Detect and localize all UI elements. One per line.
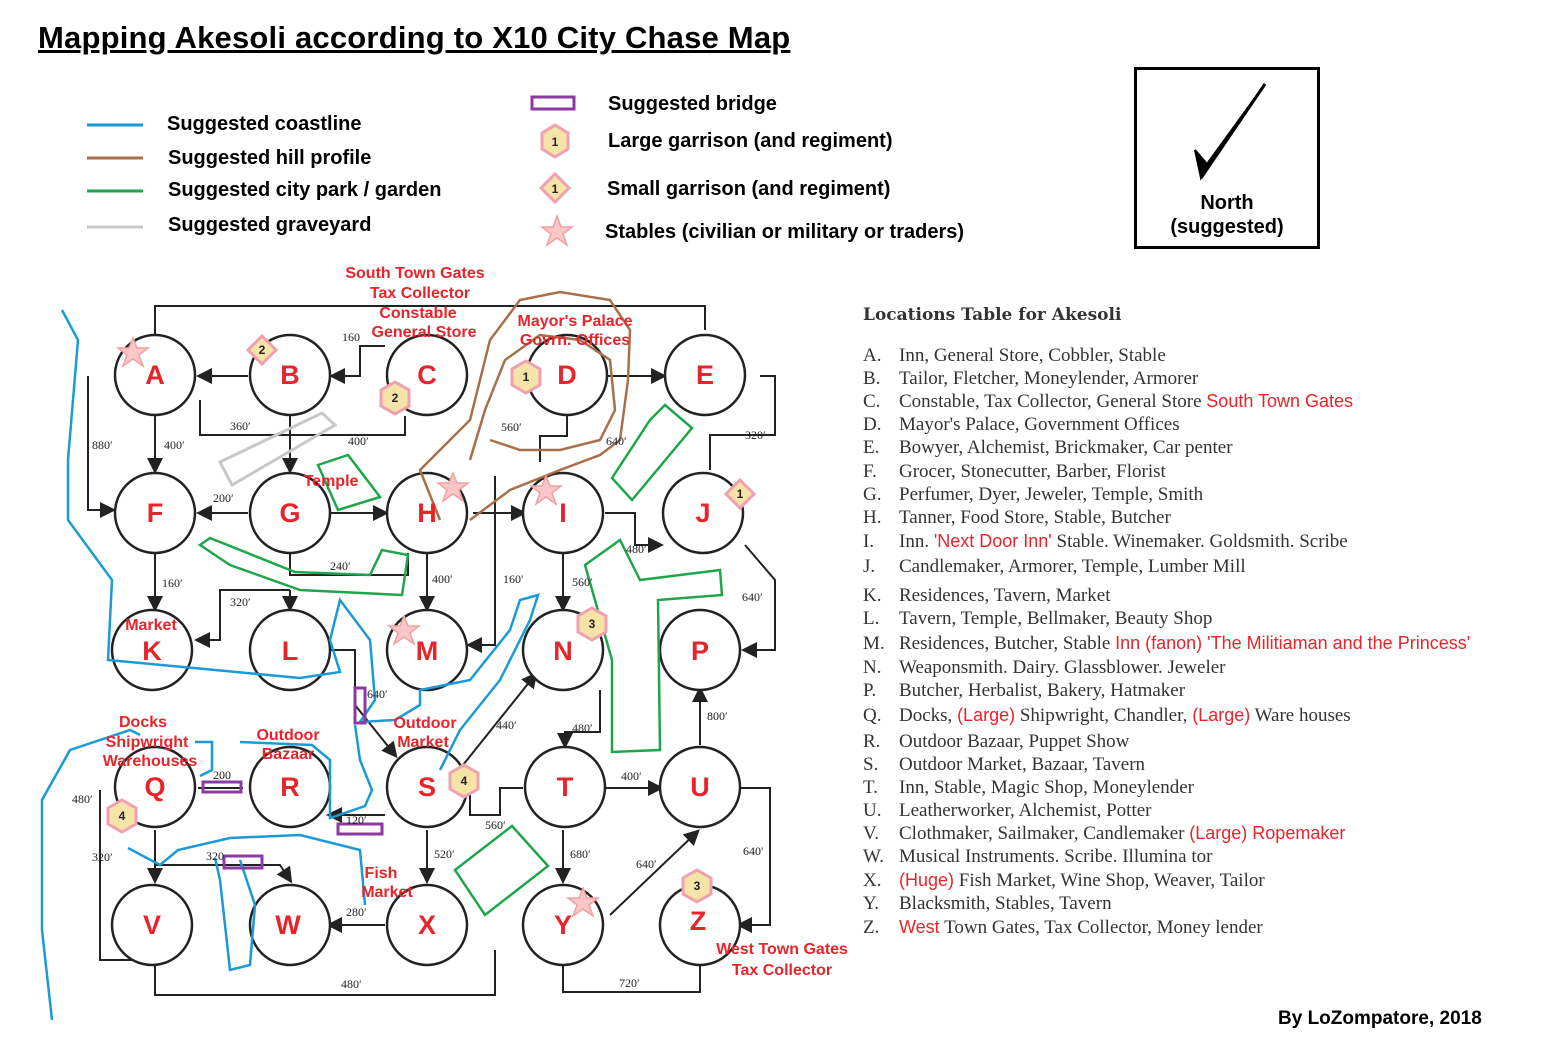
location-row — [863, 484, 1203, 506]
node-e-label: E — [695, 360, 715, 390]
location-key: J. — [863, 556, 876, 577]
market-label: Market — [125, 617, 177, 634]
west-gates-label: West Town Gates — [716, 941, 848, 958]
legend-large-garrison-icon — [542, 125, 568, 157]
location-row — [863, 893, 1112, 915]
location-row — [863, 507, 1171, 529]
location-text: Inn, Stable, Magic Shop, Moneylender — [899, 777, 1194, 798]
svg-text:160′: 160′ — [503, 572, 524, 586]
node-m-label: M — [415, 636, 439, 666]
legend-bridge-label: Suggested bridge — [608, 93, 777, 115]
svg-text:400′: 400′ — [164, 438, 185, 452]
node-w-label: W — [275, 910, 301, 940]
svg-text:400′: 400′ — [348, 434, 369, 448]
north-sublabel: (suggested) — [1170, 216, 1284, 238]
location-key: V. — [863, 823, 880, 844]
node-s-label: S — [417, 772, 437, 802]
location-note: South Town Gates — [1206, 391, 1354, 411]
location-text: Residences, Butcher, Stable — [899, 633, 1111, 654]
node-r-label: R — [280, 772, 300, 802]
location-text: Outdoor Bazaar, Puppet Show — [899, 731, 1130, 752]
svg-text:560′: 560′ — [485, 818, 506, 832]
svg-text:4: 4 — [460, 774, 468, 788]
svg-text:Bazaar: Bazaar — [261, 746, 315, 763]
location-row — [863, 437, 1233, 459]
svg-text:640′: 640′ — [743, 844, 764, 858]
location-text: Bowyer, Alchemist, Brickmaker, Car penter — [899, 437, 1233, 458]
location-note: (Large) Ropemaker — [1189, 823, 1346, 843]
location-text: Ware houses — [1250, 705, 1351, 726]
node-j-label: J — [695, 498, 711, 528]
svg-text:400′: 400′ — [432, 572, 453, 586]
svg-text:200: 200 — [213, 768, 231, 782]
location-text: Inn. — [899, 531, 934, 552]
node-u-label: U — [690, 772, 710, 802]
location-row — [863, 823, 1345, 845]
node-c-label: C — [417, 360, 437, 390]
svg-text:320: 320 — [206, 849, 224, 863]
location-row — [863, 777, 1194, 799]
location-key: N. — [863, 657, 882, 678]
location-text: Outdoor Market, Bazaar, Tavern — [899, 754, 1146, 775]
svg-text:680′: 680′ — [570, 847, 591, 861]
location-key: S. — [863, 754, 879, 775]
node-b-label: B — [280, 360, 300, 390]
legend-bridge-swatch — [532, 97, 574, 109]
location-row — [863, 391, 1353, 413]
node-h-label: H — [417, 498, 437, 528]
location-text: Perfumer, Dyer, Jeweler, Temple, Smith — [899, 484, 1204, 505]
svg-text:640′: 640′ — [367, 687, 388, 701]
svg-text:560′: 560′ — [572, 575, 593, 589]
svg-text:480′: 480′ — [341, 977, 362, 991]
node-y-label: Y — [553, 910, 573, 940]
location-key: T. — [863, 777, 878, 798]
location-key: U. — [863, 800, 882, 821]
location-text: Inn, General Store, Cobbler, Stable — [899, 345, 1166, 366]
svg-text:440′: 440′ — [496, 718, 517, 732]
node-p-label: P — [690, 636, 710, 666]
svg-text:800′: 800′ — [707, 709, 728, 723]
location-text: Mayor's Palace, Government Offices — [899, 414, 1180, 435]
legend-coastline-label: Suggested coastline — [167, 113, 362, 135]
legend-graveyard-label: Suggested graveyard — [168, 214, 372, 236]
location-key: A. — [863, 345, 882, 366]
location-row — [863, 608, 1212, 630]
locations-table-title: Locations Table for Akesoli — [863, 305, 1122, 325]
svg-text:2: 2 — [258, 343, 266, 357]
svg-text:Govrn. Offices: Govrn. Offices — [519, 332, 631, 349]
node-k-label: K — [142, 636, 162, 666]
location-text: Stable. Winemaker. Goldsmith. Scribe — [1051, 531, 1348, 552]
node-z-label: Z — [689, 906, 707, 936]
credit: By LoZompatore, 2018 — [1278, 1008, 1482, 1029]
garrison-n-large-icon — [578, 608, 606, 640]
svg-text:640′: 640′ — [742, 590, 763, 604]
location-text: Residences, Tavern, Market — [899, 585, 1111, 606]
outdoor-bazaar-label: Outdoor — [256, 727, 320, 744]
svg-text:1: 1 — [736, 487, 744, 501]
location-row — [863, 531, 1348, 553]
location-text: Tanner, Food Store, Stable, Butcher — [899, 507, 1171, 528]
location-note: West — [899, 917, 940, 937]
location-row — [863, 585, 1110, 607]
location-row — [863, 680, 1185, 702]
location-row — [863, 917, 1263, 939]
location-row — [863, 657, 1226, 679]
location-note: (Huge) — [899, 870, 955, 890]
garrison-c-large-icon — [381, 382, 409, 414]
svg-text:Market: Market — [361, 884, 413, 901]
svg-text:640′: 640′ — [636, 857, 657, 871]
svg-text:1: 1 — [522, 370, 530, 384]
garrison-q-large-icon — [108, 800, 136, 832]
svg-text:240′: 240′ — [330, 559, 351, 573]
location-key: L. — [863, 608, 880, 629]
svg-text:360′: 360′ — [230, 419, 251, 433]
svg-text:4: 4 — [118, 809, 126, 823]
legend-hill-label: Suggested hill profile — [168, 147, 372, 169]
svg-text:Tax Collector: Tax Collector — [369, 285, 471, 302]
temple-label: Temple — [303, 473, 359, 490]
location-row — [863, 846, 1212, 868]
location-key: Z. — [863, 917, 880, 938]
location-key: G. — [863, 484, 882, 505]
fish-market-label: Fish — [364, 865, 398, 882]
location-note: Inn (fanon) 'The Militiaman and the Princess' — [1115, 633, 1471, 653]
location-row — [863, 705, 1351, 727]
node-a-label: A — [145, 360, 165, 390]
location-key: D. — [863, 414, 882, 435]
location-key: I. — [863, 531, 875, 552]
svg-text:720′: 720′ — [619, 976, 640, 990]
garrison-z-large-icon — [683, 870, 711, 902]
location-key: C. — [863, 391, 881, 412]
legend-small-garrison-icon — [541, 174, 569, 202]
location-text: Town Gates, Tax Collector, Money lender — [939, 917, 1263, 938]
location-text: Constable, Tax Collector, General Store — [899, 391, 1202, 412]
north-label: North — [1200, 192, 1254, 214]
location-key: Y. — [863, 893, 880, 914]
node-q-label: Q — [144, 772, 166, 802]
svg-text:200′: 200′ — [213, 491, 234, 505]
svg-text:Market: Market — [397, 734, 449, 751]
page-title: Mapping Akesoli according to X10 City Chase Map — [38, 20, 791, 55]
svg-text:160: 160 — [342, 330, 360, 344]
location-row — [863, 368, 1198, 390]
legend-stables-label: Stables (civilian or military or traders) — [605, 221, 965, 243]
location-text: Shipwright, Chandler, — [1015, 705, 1193, 726]
location-key: W. — [863, 846, 884, 867]
location-key: R. — [863, 731, 881, 752]
legend-stable-star-icon — [542, 216, 572, 245]
location-key: X. — [863, 870, 882, 891]
svg-text:120′: 120′ — [346, 813, 367, 827]
location-note: (Large) — [1192, 705, 1251, 725]
location-row — [863, 633, 1470, 655]
legend-park-label: Suggested city park / garden — [168, 179, 442, 201]
svg-text:Warehouses: Warehouses — [102, 753, 198, 770]
svg-text:3: 3 — [693, 879, 701, 893]
node-l-label: L — [281, 636, 299, 666]
node-n-label: N — [553, 636, 573, 666]
node-d-label: D — [557, 360, 577, 390]
svg-text:160′: 160′ — [162, 576, 183, 590]
location-text: Butcher, Herbalist, Bakery, Hatmaker — [899, 680, 1186, 701]
location-text: Blacksmith, Stables, Tavern — [899, 893, 1112, 914]
legend-large-garrison-label: Large garrison (and regiment) — [608, 130, 893, 152]
location-text: Musical Instruments. Scribe. Illumina tor — [899, 846, 1213, 867]
svg-text:560′: 560′ — [501, 420, 522, 434]
svg-text:280′: 280′ — [346, 905, 367, 919]
location-row — [863, 345, 1166, 367]
location-text: Fish Market, Wine Shop, Weaver, Tailor — [954, 870, 1265, 891]
garrison-d-large-icon — [512, 361, 540, 393]
location-row — [863, 461, 1166, 483]
node-v-label: V — [142, 910, 162, 940]
svg-text:1: 1 — [551, 135, 559, 149]
location-row — [863, 556, 1246, 578]
docks-label: Docks — [118, 714, 168, 731]
location-row — [863, 754, 1145, 776]
location-key: K. — [863, 585, 882, 606]
svg-text:3: 3 — [588, 617, 596, 631]
location-key: E. — [863, 437, 880, 458]
location-key: B. — [863, 368, 881, 389]
location-note: (Large) — [957, 705, 1016, 725]
location-row — [863, 731, 1129, 753]
location-key: F. — [863, 461, 877, 482]
svg-text:1: 1 — [551, 182, 559, 196]
node-f-label: F — [146, 498, 164, 528]
location-text: Clothmaker, Sailmaker, Candlemaker — [899, 823, 1185, 844]
svg-text:General Store: General Store — [371, 324, 477, 341]
node-letters — [142, 360, 714, 940]
location-key: H. — [863, 507, 882, 528]
svg-text:Shipwright: Shipwright — [105, 734, 189, 751]
node-i-label: I — [559, 498, 567, 528]
node-x-label: X — [417, 910, 437, 940]
location-text: Tavern, Temple, Bellmaker, Beauty Shop — [899, 608, 1213, 629]
location-text: Weaponsmith. Dairy. Glassblower. Jeweler — [899, 657, 1226, 678]
svg-text:2: 2 — [391, 391, 399, 405]
svg-text:320′: 320′ — [745, 428, 766, 442]
legend-small-garrison-label: Small garrison (and regiment) — [607, 178, 891, 200]
svg-text:Constable: Constable — [379, 305, 457, 322]
svg-text:400′: 400′ — [621, 769, 642, 783]
svg-text:480′: 480′ — [572, 721, 593, 735]
location-row — [863, 414, 1180, 436]
garrison-s-large-icon — [450, 765, 478, 797]
location-note: 'Next Door Inn' — [933, 531, 1052, 551]
south-gates-label: South Town Gates — [345, 265, 485, 282]
location-row — [863, 800, 1152, 822]
location-text: Grocer, Stonecutter, Barber, Florist — [899, 461, 1166, 482]
mayor-palace-label: Mayor's Palace — [517, 313, 633, 330]
location-row — [863, 870, 1265, 892]
svg-text:320′: 320′ — [230, 595, 251, 609]
svg-text:320′: 320′ — [92, 850, 113, 864]
svg-text:480′: 480′ — [626, 542, 647, 556]
outdoor-market-label: Outdoor — [393, 715, 457, 732]
location-key: M. — [863, 633, 885, 654]
svg-text:640′: 640′ — [606, 434, 627, 448]
location-text: Candlemaker, Armorer, Temple, Lumber Mill — [899, 556, 1246, 577]
svg-text:480′: 480′ — [72, 792, 93, 806]
location-key: Q. — [863, 705, 882, 726]
location-key: P. — [863, 680, 877, 701]
node-t-label: T — [556, 772, 574, 802]
location-text: Tailor, Fletcher, Moneylender, Armorer — [899, 368, 1199, 389]
svg-text:Tax Collector: Tax Collector — [731, 962, 833, 979]
node-g-label: G — [279, 498, 301, 528]
location-text: Docks, — [899, 705, 958, 726]
svg-text:880′: 880′ — [92, 438, 113, 452]
svg-text:520′: 520′ — [434, 847, 455, 861]
location-text: Leatherworker, Alchemist, Potter — [899, 800, 1152, 821]
